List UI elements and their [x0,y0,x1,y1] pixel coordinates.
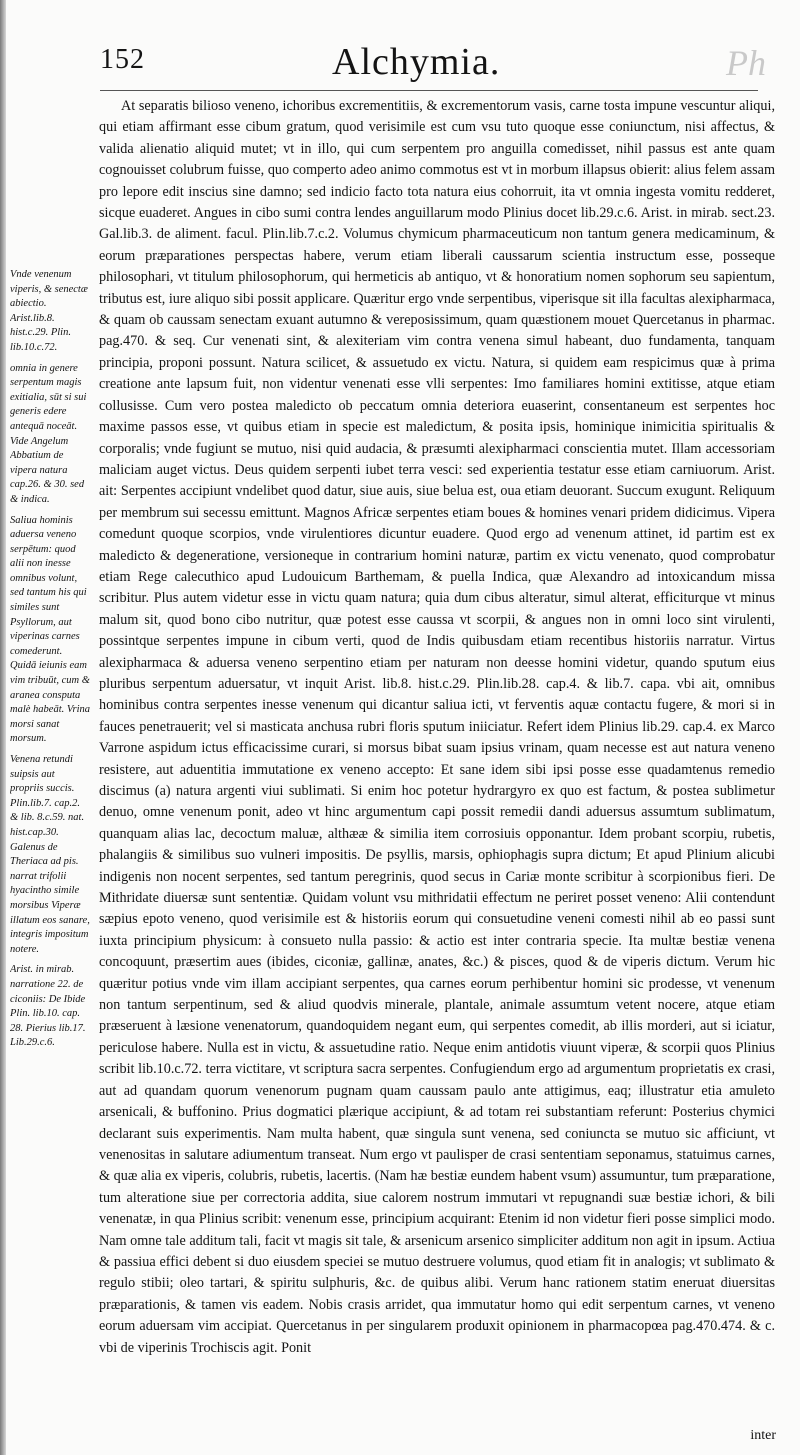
scan-binding-shadow [0,0,6,1455]
body-paragraph: At separatis bilioso veneno, ichoribus excrementitiis, & excrementorum vasis, carne tosta impune vescuntur aliqui, qui etiam affirmant esse cibum gratum, quod verisimile est cum vsu tuto quoque esse coniunctum, nisi affectus, & valida alienatio aliquid mutet; vt in illo, qui cum serpentem pro anguilla comedisset, nihil passus est ante quam cognouisset colubrum fuisse, quo comperto adeo animo commotus est vt in morbum illapsus obierit: alius felem assam pro lepore edit inscius sine damno; sed indicio facto tota natura eius cohorruit, ita vt omnia ingesta vomitu redderet, sicque euaderet. Angues in cibo sumi contra lendes anguillarum modo Plinius docet lib.29.c.6. Arist. in mirab. sect.23. Gal.lib.3. de aliment. facul. Plin.lib.7.c.2. Volumus chymicum pharmaceuticum non tantum genera medicaminum, & eorum præparationes perspectas habere, verum etiam liberali caussarum scientia instructum esse, posseque philosophari, vt titulum philosophorum, qui hermeticis ab antiquo, vt & honoratium nomen sophorum seu sapientum, tributus est, iure aliquo sibi possit applicare. Quæritur ergo vnde serpentibus, viperisque sit illa facultas alexipharmaca, & quam ob caussam senectam exuant autumno & vereposissimum, quam quæstionem mouet Quercetanus in pharmac. pag.470. & seq. Cur venenati sint, & alexiteriam vim contra venena simul habeant, duo fundamenta, tanquam principia, proponi possunt. Natura scilicet, & assuetudo ex victu. Natura, si quidem eam respicimus quæ à prima creatione ante lapsum fuit, non videntur venenati esse vlli serpentes: Imo familiares homini extitisse, atque etiam collusisse. Cum vero postea maledicto ob peccatum omnia deteriora euaserint, consentaneum est serpentes hoc maxime passos esse, vt quibus etiam in specie est maledictum, & posita ipsis, hominique inimicitia spiritualis & corporalis; vnde fugiunt se mutuo, nisi quid audacia, & præsumti alexipharmaci conscientia mutet. Illam accessoriam maliciam auget victus. Deus quidem serpenti iubet terra vesci: sed experientia testatur esse etiam carniuorum. Arist. ait: Serpentes accipiunt vndelibet quod datur, siue auis, siue belua est, oua etiam deuorant. Succum exugunt. Reliquum per membrum sui secessu emittunt. Magnos Africæ serpentes etiam boues & homines venari pridem didicimus. Vipera comedunt quoque scorpios, vnde virulentiores dicuntur euadere. Quod ergo ad venenum attinet, id partim est ex maledicto & degeneratione, versioneque in contrarium homini naturæ, partim ex victu venenato, quod comprobatur etiam Rege calecuthico apud Ludouicum Barthemam, & puella Indica, quæ Alexandro ad intoxicandum missa scribitur. Plus autem videtur esse in victu quam natura; quia dum cibus alteratur, simul alterat, efficiturque vt minus malum sit, quod bono cibo nutritur, quæ potest esse caussa vt scorpii, & angues non in omni loco sint virulenti, possintque serpentes impune in cibum verti, quod de Indis quibusdam etiam recentibus historiis narratur. Virtus alexipharmaca & aduersa veneno serpentino etiam per naturam non deesse homini videtur, quando sputum eius pluribus serpentum aduersatur, vt inquit Arist. lib.8. hist.c.29. Plin.lib.28. cap.4. & lib.7. capa. vbi ait, omnibus hominibus contra serpentes inesse venenum qui dicantur saliua icti, vt ferventis aquæ contactu fugere, & mori si in fauces penetrauerit; vel si masticata anchusa rubri floris sputum iniiciatur. Refert idem Plinius lib.29. cap.4. ex Marco Varrone aspidum ictus efficacissime curari, si morsus bibat suam ipsius vrinam, quam necesse est aut natura veneno resistere, aut aduentitia immutatione ex veneno accepto: Et sane idem sibi ipsi posse esse quadamtenus remedio discimus (a) natura argenti viui sublimati. Si enim hoc potetur hydrargyro ex quo est factum, & postea sublimetur denuo, omne venenum ponit, adeo vt hinc argumentum capi possit remedii dandi aduersus assumtum sublimatum, quanquam alias lac, decoctum maluæ, althææ & similia item corrosiuis opponantur. Idem probant scorpiu, rubetis, phalangiis & similibus suo vulneri impositis. De psyllis, marsis, ophiophagis supra dictum; Et apud Plinium alicubi indigenis non nocent serpentes, sed tantum peregrinis, quod secus in Cariæ monte scribitur à scorpionibus fieri. De Mithridate diuersæ sunt sententiæ. Quidam volunt vsu mithridatii effectum ne periret posset veneno: Alii contendunt sæpius epoto veneno, quod verisimile est & historiis eorum qui consuetudine veneni comesti nihil ab eo passi sunt iuxta principium physicum: à consueto nulla passio: & actio est inter contraria specie. Ita multæ bestiæ venena concoquunt, præsertim aues (ibides, ciconiæ, gallinæ, anates, &c.) & pisces, quod & de viperis dictum. Verum hic quæritur potius vnde vim illam accipiant serpentes, qua carnes eorum perhibentur homini sic prodesse, vt venenum non tantum serpentinum, sed & aliud quodvis minerale, plantale, animale assumtum vetent nocere, atque etiam præseruent à læsione venenatorum, quandoquidem negant eum, qui serpentes comedit, ab illis morderi, aut si iciatur, periculose habere. Nulla est in victu, & assuetudine ratio. Neque enim antidotis viuunt viperæ, & scorpii quos Plinius scribit lib.10.c.72. terra victitare, vt scriptura sacra serpentes. Confugiendum ergo ad argumentum proprietatis ex crasi, aut ad quandam quorum venenorum pugnam quam caussam paulo ante attigimus, eaq; illustratur etia amuleto arsenicali, & buffonino. Prius dogmatici plærique accipiunt, & ad totam rei substantiam referunt: Posterius chymici declarant suis experimentis. Nam multa habent, quæ singula sunt venena, sed coniuncta se mutuo sic afficiunt, vt venenositas in salutare adiumentum transeat. Num ergo vt paulisper de crasi sententiam seponamus, statuimus carnes, & quæ alia ex viperis, colubris, rubetis, lacertis. (Nam hæ bestiæ eundem habent vsum) assumuntur, tum præparatione, tum alteratione siue per correctoria addita, siue calorem nostrum immutari vt repugnandi suæ bestiæ ichori, & bili venenatæ, in qua Plinius scribit: venenum esse, principium acquirant: Etenim id non videtur fieri posse simplici modo. Nam omne tale additum tali, facit vt magis sit tale, & arsenicum arsenico simpliciter additum non agit in ipsum. Actiua & passiua effici debent si duo eiusdem speciei se mutuo destruere volumus, quod etiam fit in analogis; vt sublimato & regulo stibii; oleo tartari, & spiritu sulphuris, &c. de quibus alibi. Verum hanc rationem statim eneruat diuersitas præparationis, & tamen vis eadem. Nobis crasis arridet, qua immutatur homo qui edit serpentum carnes, vt veneno eorum aduersam vim accipiat. Quercetanus in per singularem produxit opinionem in pharmacopœa pag.470.474. & c. vbi de viperinis Trochiscis agit. Ponit [99,98,775,1356]
page-number: 152 [100,44,145,75]
margin-note: omnia in genere serpentum magis exitialia, sūt si sui generis edere antequā noceāt. Vide Angelum Abbatium de vipera natura cap.26. & 30. sed & indica. [10,362,87,505]
margin-note: Arist. in mirab. narratione 22. de ciconiis: De Ibide Plin. lib.10. cap. 28. Pierius lib.17. Lib.29.c.6. [10,964,86,1049]
margin-notes [10,268,90,1448]
running-title: Alchymia. [332,41,501,83]
page-header [100,40,770,96]
margin-note: Vnde venenum viperis, & senectæ abiectio. Arist.lib.8. hist.c.29. Plin. lib.10.c.72. [10,269,88,353]
margin-note: Saliua hominis aduersa veneno serpētum: quod alii non inesse omnibus volunt, sed tantum his qui similes sunt Psyllorum, aut viperinas carnes comederunt. Quidā ieiunis eam vim tribuūt, cum & aranea consputa malè habeāt. Vrina morsi sanat morsum. [10,514,90,745]
main-text [99,96,775,1436]
header-rule [100,90,758,91]
catchword: inter [750,1428,776,1443]
bleed-through-text: Ph [726,43,766,83]
margin-note: Venena retundi suipsis aut propriis succis. Plin.lib.7. cap.2. & lib. 8.c.59. nat. hist.cap.30. Galenus de Theriaca ad pis. narrat trifolii hyacintho simile morsibus Viperæ illatum eos sanare, integris impositum notere. [10,754,90,955]
